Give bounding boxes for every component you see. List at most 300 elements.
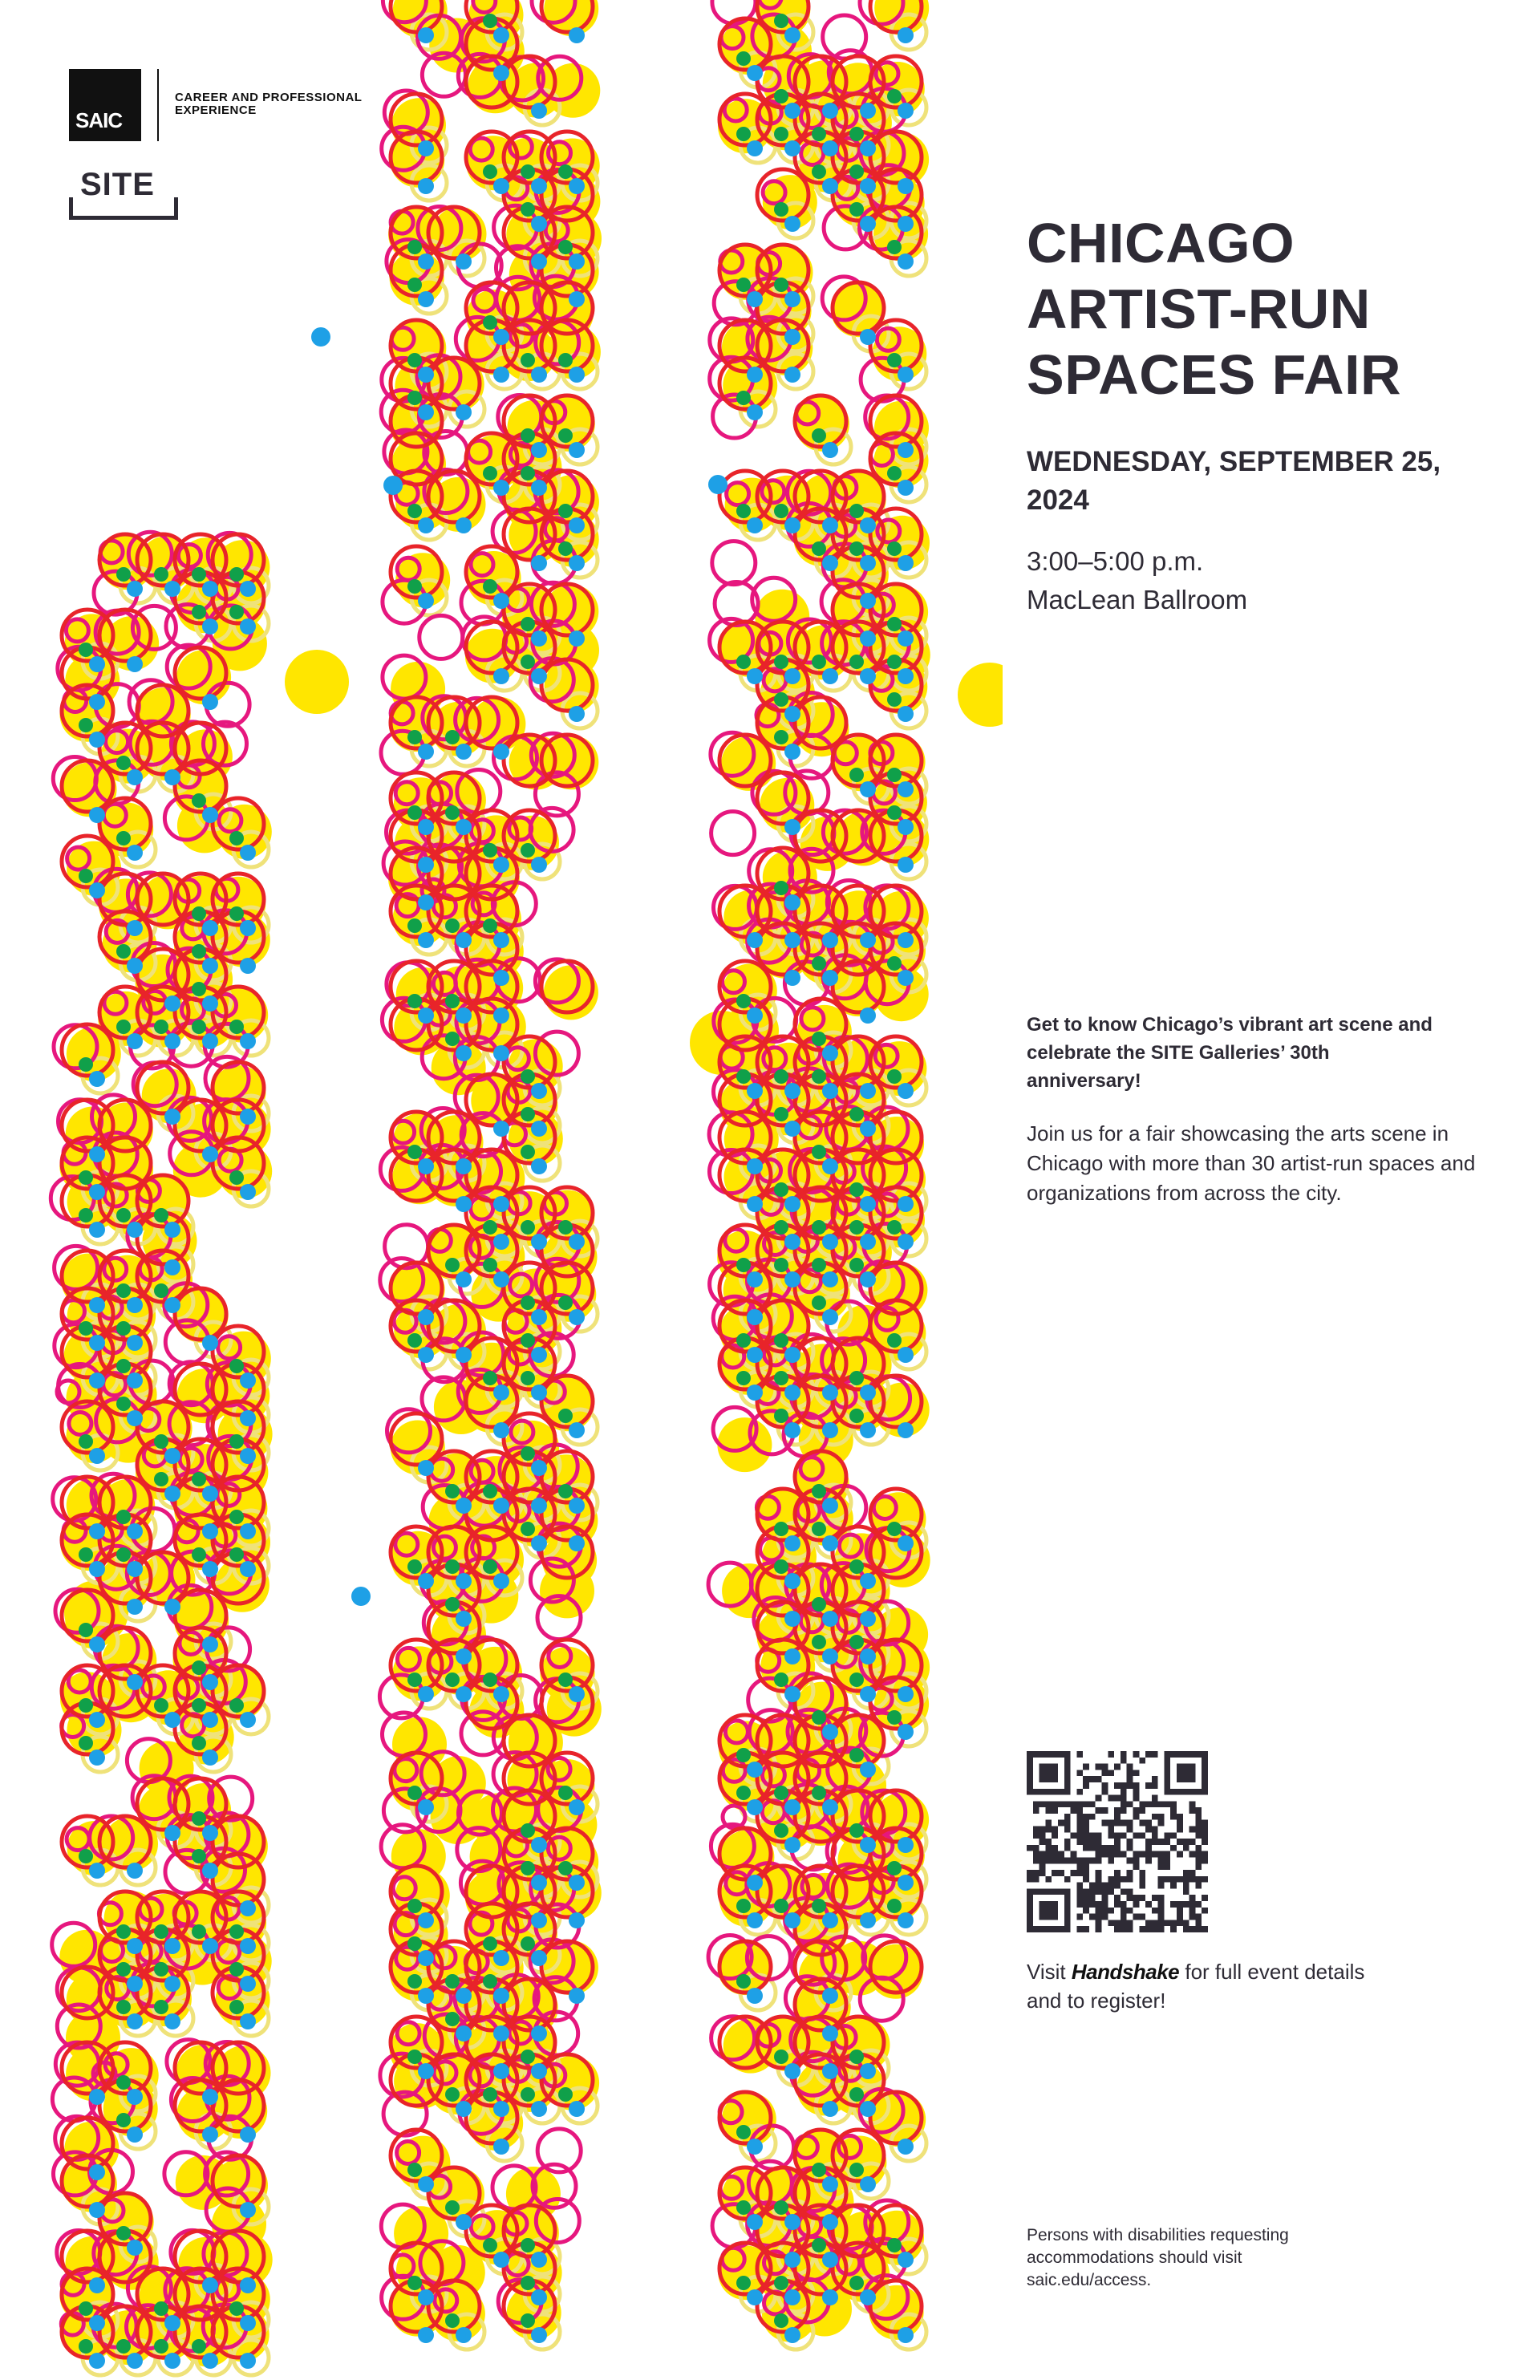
green-dot: [521, 466, 535, 480]
cyan-dot: [747, 2139, 763, 2155]
qr-module: [1096, 1914, 1102, 1920]
qr-module: [1195, 1832, 1202, 1839]
cyan-dot: [89, 2202, 105, 2218]
green-dot: [445, 1258, 460, 1272]
cyan-dot: [569, 1309, 585, 1325]
cyan-dot: [531, 103, 547, 119]
cyan-dot: [860, 1686, 876, 1702]
green-dot: [445, 2313, 460, 2328]
cyan-dot: [493, 1686, 509, 1702]
cyan-dot: [89, 1448, 105, 1464]
cyan-dot: [531, 1460, 547, 1476]
cyan-dot: [860, 1422, 876, 1438]
green-dot: [887, 466, 902, 480]
magenta-ring: [711, 812, 755, 855]
qr-module: [1133, 1863, 1139, 1870]
cyan-dot: [822, 178, 838, 194]
green-dot: [229, 1698, 244, 1713]
cyan-dot: [860, 630, 876, 647]
qr-module: [1096, 1876, 1102, 1883]
qr-module: [1145, 1901, 1152, 1908]
qr-module: [1170, 1876, 1177, 1883]
cyan-dot: [418, 1460, 434, 1476]
green-dot: [445, 2087, 460, 2102]
cyan-dot: [164, 769, 180, 785]
qr-module: [1102, 1845, 1108, 1851]
cyan-dot: [531, 2063, 547, 2079]
cyan-dot: [89, 1712, 105, 1728]
cyan-dot: [822, 517, 838, 533]
cyan-dot: [418, 2327, 434, 2343]
cyan-dot: [784, 1385, 800, 1401]
qr-module: [1108, 1845, 1114, 1851]
green-dot: [483, 1484, 497, 1498]
green-dot: [812, 2163, 826, 2177]
green-dot: [483, 1258, 497, 1272]
qr-module: [1202, 1895, 1208, 1901]
qr-module: [1102, 1789, 1108, 1795]
qr-module: [1045, 1820, 1052, 1827]
cyan-dot: [569, 367, 585, 383]
green-dot: [192, 1736, 206, 1750]
qr-module: [1083, 1839, 1089, 1845]
green-dot: [812, 1786, 826, 1800]
qr-module: [1170, 1801, 1177, 1807]
cyan-dot: [493, 2252, 509, 2268]
qr-module: [1052, 1801, 1058, 1807]
cyan-dot: [89, 2353, 105, 2369]
cyan-dot: [493, 1234, 509, 1250]
qr-module: [1145, 1851, 1152, 1858]
cyan-dot: [860, 1008, 876, 1024]
green-dot: [558, 1220, 573, 1235]
yellow-dot: [958, 663, 1003, 727]
cyan-dot: [89, 882, 105, 898]
qr-module: [1195, 1901, 1202, 1908]
cyan-dot: [784, 1686, 800, 1702]
green-dot: [887, 541, 902, 556]
green-dot: [154, 2000, 168, 2014]
green-dot: [774, 202, 788, 217]
cyan-dot: [202, 2277, 218, 2293]
cyan-dot: [569, 2101, 585, 2117]
qr-module: [1102, 1914, 1108, 1920]
qr-module: [1145, 1839, 1152, 1845]
green-dot: [521, 2050, 535, 2064]
qr-module: [1083, 1827, 1089, 1833]
green-dot: [736, 655, 751, 669]
cyan-dot: [569, 1498, 585, 1514]
cyan-dot: [493, 2139, 509, 2155]
green-dot: [736, 51, 751, 66]
qr-module: [1164, 1801, 1170, 1807]
cyan-dot: [898, 480, 914, 496]
cyan-dot: [860, 1912, 876, 1928]
green-dot: [812, 1032, 826, 1046]
cyan-dot: [202, 2089, 218, 2105]
green-dot: [849, 541, 864, 556]
green-dot: [774, 1069, 788, 1084]
cyan-dot: [531, 2327, 547, 2343]
qr-module: [1096, 1851, 1102, 1858]
qr-module: [1152, 1827, 1158, 1833]
green-dot: [116, 756, 131, 770]
green-dot: [736, 127, 751, 141]
green-dot: [887, 1220, 902, 1235]
qr-module: [1083, 1776, 1089, 1782]
cyan-dot: [822, 2101, 838, 2117]
green-dot: [154, 1434, 168, 1449]
cyan-dot: [822, 1158, 838, 1174]
green-dot: [116, 2226, 131, 2240]
event-time-location: [1027, 542, 1476, 619]
cyan-dot: [493, 1988, 509, 2004]
cyan-dot: [127, 845, 143, 861]
qr-module: [1121, 1876, 1127, 1883]
cyan-dot: [127, 1372, 143, 1389]
green-dot: [445, 1597, 460, 1612]
qr-module: [1139, 1870, 1145, 1876]
saic-logo-box: [69, 69, 141, 141]
green-dot: [79, 1170, 93, 1185]
green-dot: [521, 202, 535, 217]
cyan-dot: [89, 1561, 105, 1577]
cyan-dot: [456, 2101, 472, 2117]
cyan-dot: [418, 404, 434, 420]
cyan-dot: [784, 140, 800, 156]
cyan-dot: [898, 1347, 914, 1363]
qr-module: [1064, 1801, 1071, 1807]
green-dot: [849, 2276, 864, 2290]
cyan-dot: [202, 694, 218, 710]
qr-module: [1145, 1820, 1152, 1827]
green-dot: [558, 164, 573, 179]
green-dot: [558, 2087, 573, 2102]
qr-module: [1195, 1827, 1202, 1833]
cyan-dot: [456, 1573, 472, 1589]
cyan-dot: [784, 2252, 800, 2268]
cyan-dot: [784, 517, 800, 533]
event-date: WEDNESDAY, SEPTEMBER 25, 2024: [1027, 446, 1441, 516]
qr-module: [1127, 1801, 1133, 1807]
cyan-dot: [164, 1486, 180, 1502]
cyan-dot: [898, 253, 914, 270]
accessibility-note: Persons with disabilities requesting accommodations should visit saic.edu/access.: [1027, 2226, 1289, 2289]
green-dot: [79, 1623, 93, 1637]
green-dot: [116, 1397, 131, 1411]
qr-module: [1164, 1851, 1170, 1858]
qr-module: [1121, 1832, 1127, 1839]
cyan-dot: [127, 1938, 143, 1954]
green-dot: [812, 1522, 826, 1536]
green-dot: [229, 1924, 244, 1939]
green-dot: [79, 1057, 93, 1072]
cyan-dot: [351, 1587, 371, 1606]
cyan-dot: [418, 1008, 434, 1024]
cyan-dot: [164, 2353, 180, 2369]
cyan-dot: [418, 2063, 434, 2079]
cyan-dot: [531, 216, 547, 232]
green-dot: [736, 1974, 751, 1989]
handshake-link[interactable]: Handshake: [1071, 1960, 1180, 1984]
qr-module: [1076, 1883, 1083, 1889]
qr-module: [1052, 1845, 1058, 1851]
green-dot: [849, 1559, 864, 1574]
cyan-dot: [860, 2101, 876, 2117]
cyan-dot: [569, 253, 585, 270]
site-logo: [69, 167, 181, 225]
green-dot: [887, 692, 902, 707]
cyan-dot: [418, 1799, 434, 1815]
cyan-dot: [860, 103, 876, 119]
green-dot: [229, 1510, 244, 1524]
event-title: CHICAGO ARTIST-RUN SPACES FAIR: [1027, 212, 1402, 406]
cyan-dot: [418, 140, 434, 156]
cyan-dot: [202, 1712, 218, 1728]
qr-module: [1139, 1832, 1145, 1839]
green-dot: [116, 1321, 131, 1336]
qr-module: [1045, 1807, 1052, 1814]
cyan-dot: [898, 442, 914, 458]
qr-module: [1089, 1914, 1096, 1920]
cyan-dot: [493, 329, 509, 345]
green-dot: [736, 2200, 751, 2215]
qr-module: [1170, 1883, 1177, 1889]
qr-module: [1071, 1857, 1077, 1863]
green-dot: [774, 2313, 788, 2328]
green-dot: [887, 2238, 902, 2252]
qr-module: [1040, 1851, 1046, 1858]
qr-module: [1114, 1820, 1121, 1827]
qr-module: [1177, 1851, 1183, 1858]
cyan-dot: [493, 1498, 509, 1514]
qr-module: [1114, 1920, 1121, 1926]
green-dot: [558, 1672, 573, 1687]
qr-module: [1064, 1839, 1071, 1845]
cyan-dot: [240, 2013, 256, 2029]
cyan-dot: [569, 1875, 585, 1891]
cyan-dot: [822, 1271, 838, 1287]
cyan-dot: [784, 291, 800, 307]
green-dot: [736, 1899, 751, 1913]
qr-module: [1127, 1820, 1133, 1827]
cyan-dot: [747, 1912, 763, 1928]
cyan-dot: [569, 27, 585, 43]
department-name: CAREER AND PROFESSIONAL EXPERIENCE: [175, 91, 363, 117]
green-dot: [407, 1786, 422, 1800]
qr-module: [1183, 1876, 1189, 1883]
green-dot: [849, 164, 864, 179]
qr-module: [1158, 1901, 1165, 1908]
green-dot: [736, 278, 751, 292]
cyan-dot: [822, 1535, 838, 1551]
qr-module: [1133, 1832, 1139, 1839]
cyan-dot: [898, 630, 914, 647]
cyan-dot: [898, 706, 914, 722]
green-dot: [445, 805, 460, 820]
qr-module: [1040, 1870, 1046, 1876]
cyan-dot: [127, 1410, 143, 1426]
cyan-dot: [569, 291, 585, 307]
cyan-dot: [822, 1385, 838, 1401]
green-dot: [736, 994, 751, 1008]
qr-module: [1096, 1920, 1102, 1926]
green-dot: [736, 1069, 751, 1084]
qr-module: [1108, 1876, 1114, 1883]
green-dot: [849, 1748, 864, 1762]
cyan-dot: [531, 1535, 547, 1551]
qr-module: [1108, 1832, 1114, 1839]
green-dot: [887, 768, 902, 782]
cyan-dot: [164, 581, 180, 597]
qr-module: [1076, 1751, 1083, 1758]
qr-module: [1108, 1857, 1114, 1863]
qr-module: [1195, 1926, 1202, 1932]
qr-module: [1195, 1883, 1202, 1889]
green-dot: [116, 1208, 131, 1222]
cyan-dot: [418, 819, 434, 835]
qr-module: [1189, 1914, 1196, 1920]
green-dot: [887, 1522, 902, 1536]
cyan-dot: [127, 1561, 143, 1577]
qr-module: [1177, 1908, 1183, 1914]
green-dot: [774, 1107, 788, 1121]
qr-module: [1027, 1845, 1033, 1851]
cyan-dot: [240, 1184, 256, 1200]
cyan-dot: [456, 1008, 472, 1024]
cyan-dot: [89, 1071, 105, 1087]
qr-module: [1139, 1758, 1145, 1764]
qr-module: [1133, 1901, 1139, 1908]
qr-module: [1189, 1908, 1196, 1914]
cyan-dot: [747, 932, 763, 948]
green-dot: [558, 1861, 573, 1875]
qr-module: [1127, 1876, 1133, 1883]
green-dot: [521, 164, 535, 179]
cyan-dot: [456, 2327, 472, 2343]
cyan-dot: [127, 2127, 143, 2143]
cyan-dot: [127, 1033, 143, 1049]
cyan-dot: [531, 857, 547, 873]
cyan-dot: [531, 2252, 547, 2268]
cyan-dot: [493, 1950, 509, 1966]
cyan-dot: [822, 1309, 838, 1325]
qr-module: [1108, 1827, 1114, 1833]
cyan-dot: [822, 1724, 838, 1740]
cyan-dot: [822, 442, 838, 458]
qr-module: [1158, 1895, 1165, 1901]
qr-module: [1071, 1851, 1077, 1858]
qr-module: [1139, 1883, 1145, 1889]
qr-module: [1064, 1876, 1071, 1883]
green-dot: [774, 1522, 788, 1536]
green-dot: [812, 1145, 826, 1159]
qr-module: [1089, 1857, 1096, 1863]
cyan-dot: [747, 668, 763, 684]
green-dot: [229, 831, 244, 845]
cyan-dot: [898, 1083, 914, 1099]
green-dot: [154, 2339, 168, 2354]
qr-module: [1139, 1895, 1145, 1901]
cyan-dot: [493, 1385, 509, 1401]
register-rest: for full event details and to register!: [1027, 1960, 1365, 2013]
qr-module: [1152, 1782, 1158, 1789]
qr-module: [1139, 1914, 1145, 1920]
event-time: 3:00–5:00 p.m.: [1027, 546, 1204, 576]
cyan-dot: [202, 1146, 218, 1162]
cyan-dot: [240, 2353, 256, 2369]
cyan-dot: [531, 2101, 547, 2117]
cyan-dot: [860, 2289, 876, 2305]
qr-module: [1033, 1870, 1040, 1876]
cyan-dot: [822, 140, 838, 156]
cyan-dot: [89, 1146, 105, 1162]
qr-module: [1121, 1888, 1127, 1895]
green-dot: [812, 1710, 826, 1725]
green-dot: [774, 2200, 788, 2215]
saic-logo-text: SAIC: [75, 108, 123, 132]
cyan-dot: [860, 1611, 876, 1627]
green-dot: [192, 1547, 206, 1562]
green-dot: [849, 127, 864, 141]
green-dot: [812, 1635, 826, 1649]
cyan-dot: [493, 593, 509, 609]
cyan-dot: [89, 1184, 105, 1200]
cyan-dot: [418, 1158, 434, 1174]
cyan-dot: [456, 2025, 472, 2041]
green-dot: [812, 1069, 826, 1084]
cyan-dot: [164, 2315, 180, 2331]
qr-module: [1083, 1814, 1089, 1820]
cyan-dot: [822, 1498, 838, 1514]
qr-module: [1052, 1827, 1058, 1833]
qr-module: [1177, 1814, 1183, 1820]
green-dot: [521, 2087, 535, 2102]
cyan-dot: [531, 1158, 547, 1174]
cyan-dot: [569, 555, 585, 571]
cyan-dot: [898, 819, 914, 835]
qr-module: [1108, 1920, 1114, 1926]
qr-module: [1102, 1851, 1108, 1858]
green-dot: [521, 1371, 535, 1385]
green-dot: [887, 1899, 902, 1913]
green-dot: [887, 956, 902, 971]
qr-module: [1133, 1857, 1139, 1863]
cyan-dot: [456, 932, 472, 948]
green-dot: [407, 278, 422, 292]
cyan-dot: [747, 1875, 763, 1891]
green-dot: [407, 2050, 422, 2064]
green-dot: [229, 2000, 244, 2014]
cyan-dot: [531, 1498, 547, 1514]
cyan-dot: [784, 2214, 800, 2230]
green-dot: [79, 869, 93, 883]
cyan-dot: [493, 1422, 509, 1438]
qr-module: [1121, 1795, 1127, 1802]
cyan-dot: [569, 517, 585, 533]
qr-module: [1102, 1895, 1108, 1901]
qr-module: [1164, 1857, 1170, 1863]
green-dot: [558, 428, 573, 443]
cyan-dot: [860, 1837, 876, 1853]
cyan-dot: [898, 555, 914, 571]
cyan-dot: [531, 1309, 547, 1325]
qr-code-icon[interactable]: [1027, 1751, 1208, 1932]
green-dot: [774, 2050, 788, 2064]
qr-module: [1033, 1807, 1040, 1814]
green-dot: [812, 956, 826, 971]
cyan-dot: [418, 744, 434, 760]
